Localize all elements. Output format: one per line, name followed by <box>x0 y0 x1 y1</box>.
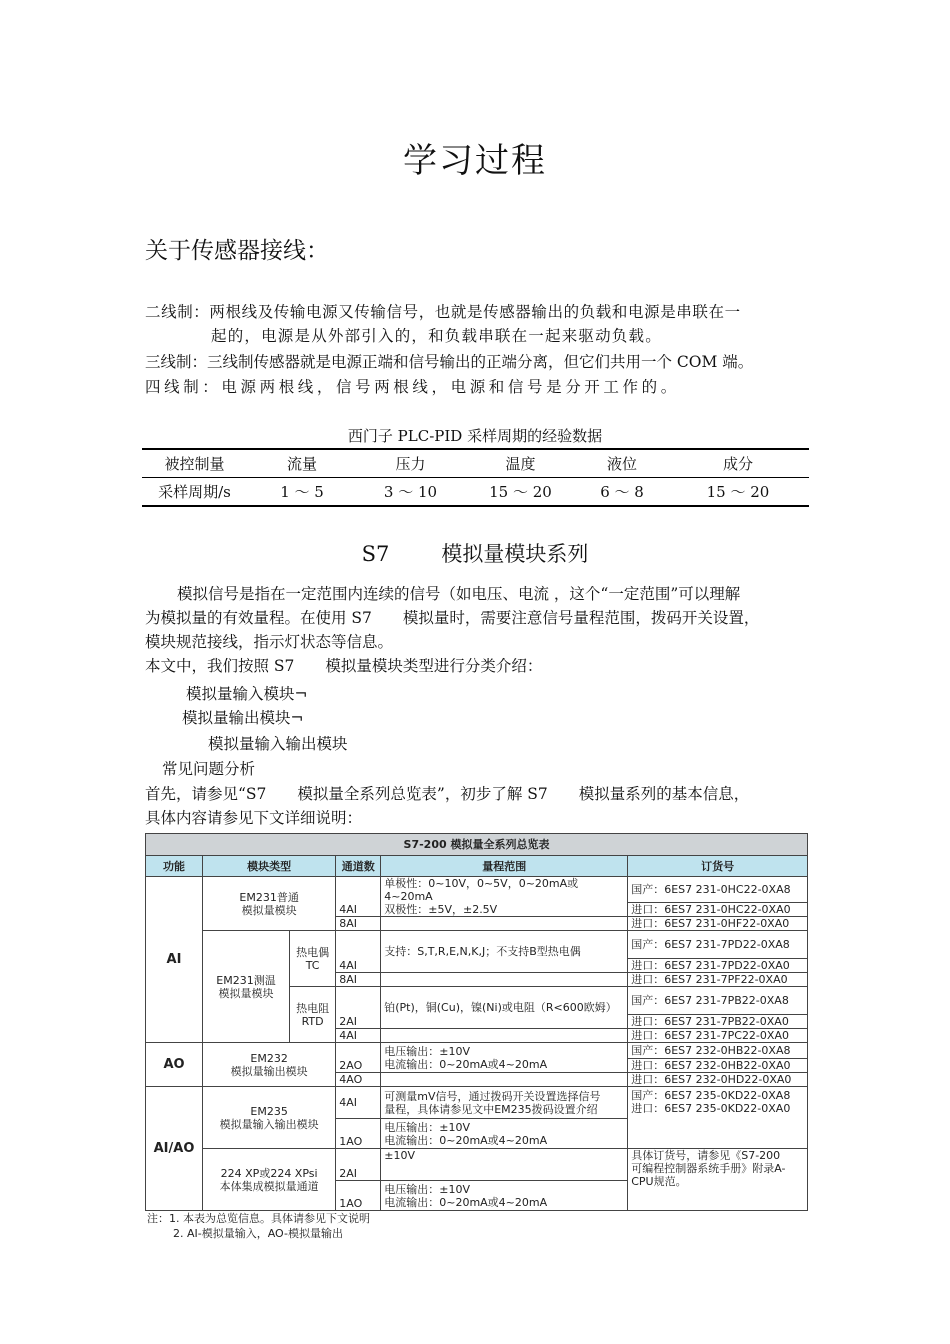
two-wire-paragraph <box>145 300 741 348</box>
range-text <box>381 973 628 987</box>
function-ao: AO <box>146 1043 203 1087</box>
s7-heading <box>0 538 950 568</box>
list-item: 模拟量输入模块¬ <box>186 685 308 703</box>
s7-intro-line: 模块规范接线，指示灯状态等信息。 <box>145 633 394 651</box>
order-number: 进口：6ES7 231-7PC22-0XA0 <box>628 1029 808 1043</box>
pid-header-cell: 流量 <box>247 449 357 478</box>
rtd-type: 热电阻 RTD <box>290 987 336 1043</box>
order-number: 进口：6ES7 231-7PF22-0XA0 <box>628 973 808 987</box>
range-text: ±10V <box>381 1149 628 1181</box>
list-item: 模拟量输出模块¬ <box>182 709 304 727</box>
order-number: 进口：6ES7 231-0HF22-0XA0 <box>628 917 808 931</box>
pid-header-cell: 成分 <box>667 449 809 478</box>
overview-header: 功能 <box>146 856 203 877</box>
channel-count: 4AI <box>336 877 381 917</box>
overview-table <box>145 833 808 1211</box>
pid-cell: 1 ～ 5 <box>247 478 357 507</box>
s7-200-overview-table-image <box>145 833 808 1240</box>
range-text: 支持：S,T,R,E,N,K,J；不支持B型热电偶 <box>381 931 628 973</box>
overview-header: 订货号 <box>628 856 808 877</box>
channel-count: 4AO <box>336 1073 381 1087</box>
range-text: 电压输出：±10V 电流输出：0~20mA或4~20mA <box>381 1119 628 1149</box>
channel-count: 2AI <box>336 987 381 1029</box>
overview-header: 量程范围 <box>381 856 628 877</box>
range-text: 电压输出：±10V 电流输出：0~20mA或4~20mA <box>381 1043 628 1073</box>
range-text <box>381 917 628 931</box>
range-text: 电压输出：±10V 电流输出：0~20mA或4~20mA <box>381 1181 628 1211</box>
list-item: 常见问题分析 <box>162 760 256 778</box>
overview-header: 模块类型 <box>203 856 336 877</box>
range-text <box>381 1073 628 1087</box>
pid-cell: 15 ～ 20 <box>464 478 577 507</box>
s7-intro-line: 模拟信号是指在一定范围内连续的信号（如电压、电流 ，这个“一定范围”可以理解 <box>177 585 741 603</box>
pid-header-cell: 温度 <box>464 449 577 478</box>
order-number: 进口：6ES7 232-0HB22-0XA0 <box>628 1059 808 1073</box>
list-item: 模拟量输入输出模块 <box>208 735 348 753</box>
channel-count: 2AI <box>336 1149 381 1181</box>
channel-count: 4AI <box>336 931 381 973</box>
pid-header-cell: 压力 <box>357 449 464 478</box>
page-title: 学习过程 <box>403 141 547 181</box>
s7-heading-prefix: S7 <box>361 542 390 566</box>
overview-note: 注：1. 本表为总览信息。具体请参见下文说明 <box>147 1212 370 1225</box>
order-number: 进口：6ES7 231-0HC22-0XA0 <box>628 903 808 917</box>
pid-cell: 15 ～ 20 <box>667 478 809 507</box>
s7-intro-paragraph <box>145 582 759 678</box>
module-cpu-integrated: 224 XP或224 XPsi 本体集成模拟量通道 <box>203 1149 336 1211</box>
s7-reference-line: 首先，请参见“S7 模拟量全系列总览表”，初步了解 S7 模拟量系列的基本信息， <box>145 785 750 803</box>
s7-intro-line: 为模拟量的有效量程。在使用 S7 模拟量时，需要注意信号量程范围，拨码开关设置， <box>145 609 760 627</box>
two-wire-line: 起的，电源是从外部引入的，和负载串联在一起来驱动负载。 <box>211 327 662 345</box>
range-text <box>381 1029 628 1043</box>
function-ai: AI <box>146 877 203 1043</box>
module-em232: EM232 模拟量输出模块 <box>203 1043 336 1087</box>
pid-header-cell: 液位 <box>577 449 667 478</box>
s7-intro-line: 本文中，我们按照 S7 模拟量模块类型进行分类介绍： <box>145 657 543 675</box>
s7-reference-line: 具体内容请参见下文详细说明： <box>145 809 363 827</box>
pid-cell: 3 ～ 10 <box>357 478 464 507</box>
order-number: 国产：6ES7 231-7PB22-0XA8 <box>628 987 808 1015</box>
two-wire-line: 二线制：两根线及传输电源又传输信号，也就是传感器输出的负载和电源是串联在一 <box>145 303 741 321</box>
s7-heading-text: 模拟量模块系列 <box>441 542 589 566</box>
module-em235: EM235 模拟量输入输出模块 <box>203 1087 336 1149</box>
order-number: 国产：6ES7 231-0HC22-0XA8 <box>628 877 808 903</box>
overview-header: 通道数 <box>336 856 381 877</box>
pid-table-caption: 西门子 PLC-PID 采样周期的经验数据 <box>347 427 603 445</box>
order-number: 进口：6ES7 231-7PD22-0XA0 <box>628 959 808 973</box>
overview-title: S7-200 模拟量全系列总览表 <box>146 834 808 856</box>
three-wire-paragraph: 三线制：三线制传感器就是电源正端和信号输出的正端分离，但它们共用一个 COM 端。 <box>145 353 754 371</box>
channel-count: 4AI <box>336 1087 381 1119</box>
order-number: 国产：6ES7 235-0KD22-0XA8 进口：6ES7 235-0KD22-0XA0 <box>628 1087 808 1149</box>
pid-sampling-table <box>142 448 809 507</box>
s7-reference-paragraph <box>145 782 749 830</box>
range-text: 可测量mV信号，通过拨码开关设置选择信号 量程，具体请参见文中EM235拨码设置介绍 <box>381 1087 628 1119</box>
order-number: 国产：6ES7 231-7PD22-0XA8 <box>628 931 808 959</box>
range-text: 铂(Pt)，铜(Cu)，镍(Ni)或电阻（R<600欧姆） <box>381 987 628 1029</box>
channel-count: 8AI <box>336 973 381 987</box>
range-text: 单极性：0~10V，0~5V，0~20mA或4~20mA 双极性：±5V，±2.5V <box>381 877 628 917</box>
function-ai-ao: AI/AO <box>146 1087 203 1211</box>
order-number: 进口：6ES7 231-7PB22-0XA0 <box>628 1015 808 1029</box>
channel-count: 1AO <box>336 1181 381 1211</box>
pid-cell: 6 ～ 8 <box>577 478 667 507</box>
section-heading-sensor-wiring: 关于传感器接线： <box>145 238 329 264</box>
pid-cell: 采样周期/s <box>142 478 247 507</box>
order-note: 具体订货号，请参见《S7-200 可编程控制器系统手册》附录A- CPU规范。 <box>628 1149 808 1211</box>
channel-count: 2AO <box>336 1043 381 1073</box>
channel-count: 4AI <box>336 1029 381 1043</box>
module-em231-normal: EM231普通 模拟量模块 <box>203 877 336 931</box>
thermocouple-type: 热电偶 TC <box>290 931 336 987</box>
channel-count: 8AI <box>336 917 381 931</box>
pid-header-cell: 被控制量 <box>142 449 247 478</box>
channel-count: 1AO <box>336 1119 381 1149</box>
overview-notes <box>145 1211 808 1241</box>
four-wire-paragraph: 四线制：电源两根线，信号两根线，电源和信号是分开工作的。 <box>145 378 680 396</box>
order-number: 进口：6ES7 232-0HD22-0XA0 <box>628 1073 808 1087</box>
overview-note: 2. AI-模拟量输入，AO-模拟量输出 <box>173 1227 343 1240</box>
module-em231-temperature: EM231测温 模拟量模块 <box>203 931 290 1043</box>
order-number: 国产：6ES7 232-0HB22-0XA8 <box>628 1043 808 1059</box>
